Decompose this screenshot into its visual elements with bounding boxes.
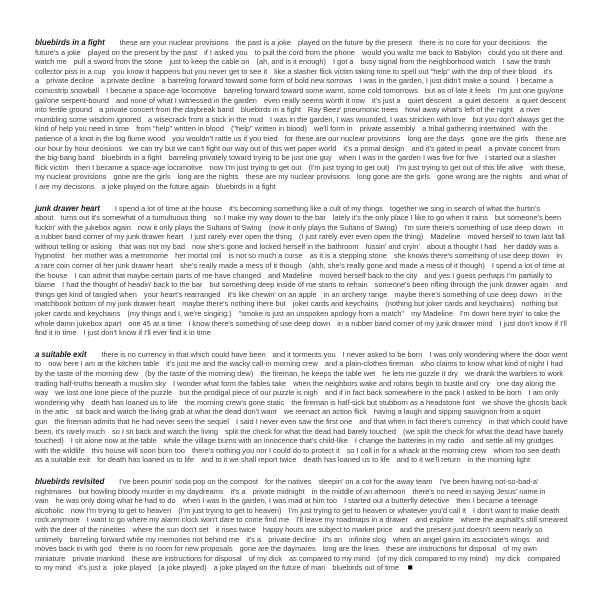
lyric-phrase: it rises twice <box>215 524 256 534</box>
lyric-phrase: death has loaned us to life <box>91 397 178 407</box>
lyric-phrase: and none of what I witnessed in the garden <box>115 95 257 105</box>
lyric-phrase: gone are the daymares <box>239 544 316 554</box>
lyric-phrase: in that which could have been, it's rarely much <box>35 416 568 436</box>
lyric-phrase: lately it's the only place I like to go when it rains <box>332 213 488 223</box>
lyric-phrase: these are your nuclear provisions <box>119 38 229 47</box>
lyric-phrase: a private concert from the daybreak band <box>99 105 234 115</box>
lyric-phrase: and to it we'll return <box>396 455 461 465</box>
lyric-phrase: your heart's rearranged <box>143 289 221 299</box>
lyric-phrase: I said I never even saw the first one <box>236 416 353 426</box>
lyric-phrase: busy signal from the neighborhood watch <box>360 57 496 67</box>
lyric-phrase: I change the batteries in my radio <box>354 436 465 446</box>
lyric-phrase: the fireman, he keeps the table wet <box>260 369 376 378</box>
lyric-phrase: I got a <box>333 57 354 67</box>
lyric-phrase: I've been having not-so-bad-a' nightmares <box>35 476 539 496</box>
lyric-phrase: I'm just trying to get out of this life alive <box>396 162 524 172</box>
lyric-phrase: (a joke played) <box>158 563 207 573</box>
lyric-phrase: as compared to my mind <box>289 553 370 563</box>
lyric-phrase: when I was in the garden, I was mad at him too <box>182 496 338 506</box>
lyric-phrase: a private decline <box>100 76 155 86</box>
lyric-phrase: I just rarely ever open the thing <box>190 232 292 242</box>
lyric-phrase: quiet descent <box>407 95 452 105</box>
lyric-phrase: (now it only plays the Sultans of Swing) <box>268 222 398 232</box>
lyric-phrase: and if in fact back somewhere in the pack I asked to be born <box>324 388 522 398</box>
lyric-phrase: these are instructions for disposal <box>386 544 497 554</box>
lyric-phrase: when I was in the garden I was five for five <box>338 153 478 163</box>
lyric-phrase: these are my nuclear provisions <box>245 172 350 182</box>
lyric-phrase: I saw the trash collector piss in a cup <box>35 57 551 76</box>
lyric-phrase: in a rubber band corner of my junk drawer heart <box>35 222 564 242</box>
lyric-phrase: barreling forward toward some warm, some cold tomorrows <box>223 85 418 95</box>
lyric-phrase: gone are the girls <box>471 133 529 143</box>
lyric-phrase: I never asked to be born <box>342 349 423 359</box>
lyric-phrase: ("help" written in blood) <box>230 124 307 134</box>
lyric-phrase: these are instructions for disposal <box>131 553 242 563</box>
lyric-phrase: and explore <box>415 515 454 525</box>
lyric-phrase: in the middle of an afternoon <box>311 486 406 496</box>
lyric-phrase: now she's gone and locked herself in the bathroom <box>192 241 359 251</box>
lyric-phrase: while the village burns with an innocence that's child-like <box>163 436 348 446</box>
lyric-phrase: moved herself to town last fall without telling or asking <box>35 232 565 251</box>
lyric-phrase: happy hours are subject to market price <box>262 524 393 534</box>
lyric-phrase: Madeline <box>430 232 461 242</box>
lyric-phrase: with the patience of a knot in the log flume wood <box>35 124 548 143</box>
lyric-phrase: private decline <box>268 534 316 544</box>
lyric-phrase: (nothing but joker cards and keychains) <box>385 299 515 309</box>
lyric-phrase: it's an <box>322 534 342 544</box>
lyric-phrase: played on the present by the past <box>87 47 198 57</box>
lyric-phrase: and moves back in with god <box>35 534 549 554</box>
lyric-section <box>35 477 568 573</box>
lyric-phrase: split the check for what the dead had barely touched <box>225 426 396 436</box>
lyric-phrase: I want to go where my alarm clock won't dare to come find me <box>86 515 290 525</box>
lyric-phrase: nothing but joker cards and keychains <box>35 299 558 319</box>
lyric-phrase: but howling bloody murder in my daydreams <box>78 486 224 496</box>
lyric-phrase: gone wrong are the nights <box>436 172 523 182</box>
lyric-phrase: private midnight <box>252 486 305 496</box>
lyric-phrase: a quiet descent <box>458 95 509 105</box>
lyric-phrase: where the sun don't set <box>132 524 209 534</box>
lyric-phrase: but the prodigal piece of our puzzle is nigh <box>179 388 318 398</box>
lyric-phrase: about a thought I had <box>426 241 497 251</box>
lyric-phrase: we can try but we can't fight our way out of this wet paper world <box>129 143 337 153</box>
lyric-phrase: it's becoming something like a cult of my things <box>229 203 383 213</box>
lyric-phrase: whom too see death as a suitable exit <box>35 445 560 465</box>
section-title: junk drawer heart <box>35 203 100 213</box>
lyric-phrase: but someone's been fuckin' with the jukebox again <box>35 213 562 232</box>
lyric-phrase: you know it happens but you never get to see it <box>112 66 268 76</box>
lyric-phrase: as it is a stepping stone <box>309 251 387 261</box>
lyric-phrase: I spend a lot of time at the house <box>35 261 565 280</box>
lyric-phrase: I spend a lot of time at the house <box>114 203 223 213</box>
lyric-phrase: barreling forward while my memories riot behind me <box>69 534 240 544</box>
lyric-phrase: so I call in for a whack at the morning crew <box>346 445 487 455</box>
lyric-phrase: like a slasher flick victim taking time to spell out "help" with the drip of their blood <box>274 66 537 76</box>
lyric-phrase: with these, my nuclear provisions <box>35 162 566 182</box>
lyric-phrase: in the morning light <box>467 455 531 465</box>
lyric-phrase: I became a space-age locomotive <box>106 85 217 95</box>
lyric-phrase: long are the days <box>407 133 465 143</box>
lyric-phrase: of my own miniature <box>35 544 537 563</box>
lyric-phrase: a joke played on the future of man <box>213 563 326 573</box>
section-title: bluebirds revisited <box>35 476 105 486</box>
lyric-phrase: it's a primal design <box>343 143 405 153</box>
lyric-phrase: but something deep inside of me starts to refrain <box>209 280 368 290</box>
lyric-phrase: is not so much a curse <box>228 251 303 261</box>
lyric-phrase: I had the thought of headin' back to the bar <box>62 280 203 290</box>
lyric-phrase: I just don't know if I'll ever find it in time <box>83 328 211 338</box>
lyric-phrase: there is no room for new proposals <box>118 544 233 554</box>
lyric-phrase: now here I am at the kitchen table <box>48 359 160 369</box>
lyric-phrase: (I'm just trying to get to heaven) <box>178 505 282 515</box>
lyric-phrase: I became a comicstrip snowball <box>35 76 554 95</box>
lyric-phrase: sit back and watch the living grab at what the dead don't want <box>75 407 277 417</box>
lyric-phrase: long are the nights <box>177 172 239 182</box>
lyric-phrase: we'll form in <box>313 124 353 134</box>
lyric-phrase: the past is a joke <box>235 38 291 47</box>
lyric-phrase: "smoke is just an unspoken apology from a match" <box>238 309 405 319</box>
lyric-phrase: for death has loaned us to life <box>97 455 195 465</box>
lyric-phrase: my dick <box>495 553 521 563</box>
lyric-phrase: maybe there's nothing there but <box>182 299 286 309</box>
lyric-phrase: (my things and I, we're singing:) <box>127 309 232 319</box>
lyric-phrase: private assembly <box>359 124 416 134</box>
lyric-phrase: my Madeline <box>411 309 453 319</box>
lyric-phrase: in a rubber band corner of my junk drawer mind <box>337 318 493 328</box>
lyric-section <box>35 38 568 192</box>
lyric-phrase: it's just me and the wacky call-in morning crew <box>166 359 318 369</box>
lyric-phrase: private decline <box>46 76 94 86</box>
lyric-phrase: (ahh, she's really gone and made a mess of it though) <box>308 261 485 271</box>
lyric-phrase: her daddy was a hypnotist <box>35 241 558 261</box>
lyric-phrase: a tribal gathering intertwined <box>422 124 516 134</box>
lyric-phrase: bluebirds in a fight <box>215 181 276 191</box>
lyric-phrase: now it only plays the Sultans of Swing <box>137 222 262 232</box>
lyric-phrase: and settle all my grudges with the wildlife <box>35 436 554 455</box>
lyric-phrase: bluebirds in a fight <box>240 105 301 115</box>
lyric-phrase: if I asked you <box>204 47 248 57</box>
lyric-phrase: and to it we shall report twice <box>201 455 297 465</box>
lyric-phrase: to pull the cord from the phone <box>254 47 355 57</box>
lyric-phrase: for these are our nuclear provisions <box>284 133 401 143</box>
lyric-phrase: just to keep the cable on <box>169 57 250 67</box>
lyric-phrase: and what of I are my decisions <box>35 172 568 191</box>
lyric-phrase: (we split the check for what the dead have barely touched) <box>35 426 564 446</box>
lyric-phrase: private mankind <box>72 553 125 563</box>
lyric-phrase: would you waltz me back to Babylon <box>361 47 482 57</box>
lyric-phrase: I don't want to make death rock anymore <box>35 505 560 525</box>
lyric-phrase: (by the taste of the morning dew) <box>145 369 254 378</box>
lyric-phrase: I'm just one guy/one gal/one serpent-bound <box>35 85 564 105</box>
lyric-phrase: I started out a slasher flick victim <box>35 153 557 172</box>
lyric-phrase: we reenact an action flick <box>283 407 367 417</box>
lyric-phrase: I'm just trying to get to heaven or whatever you'd call it <box>288 505 466 515</box>
lyric-phrase: it's like chewin' on an apple <box>227 289 317 299</box>
lyric-phrase: it's a <box>246 534 262 544</box>
lyric-phrase: of my dick <box>248 553 282 563</box>
lyric-phrase: a barreling forward toward some form of bold new sorrows <box>161 76 353 86</box>
lyric-phrase: bluebirds in a fight <box>101 153 162 163</box>
lyric-phrase: her mother was a metronome <box>71 251 169 261</box>
lyric-phrase: that was not my bad <box>118 241 185 251</box>
lyric-phrase: in an archery range <box>323 289 388 299</box>
lyric-phrase: she knows there's something of use deep down <box>393 251 550 261</box>
lyric-phrase: one day along the way <box>35 378 556 398</box>
lyric-phrase: I'm down here tryin' to take the whole damn jukebox apart <box>35 309 561 328</box>
section-paragraph <box>35 477 568 572</box>
lyric-phrase: and it's gated in pearl <box>411 143 482 153</box>
lyric-phrase: I started out a butterfly detective <box>344 496 450 506</box>
lyric-phrase: and a plain-clothes fireman <box>324 359 414 369</box>
lyric-phrase: I sit alone now at the table <box>70 436 157 446</box>
lyric-phrase: where the asphalt's still smeared with the deer of the nineties <box>35 515 568 534</box>
lyric-phrase: and yes I guess perhaps I'm partially to blame <box>35 270 553 290</box>
lyric-phrase: even really seems worth it now <box>263 95 365 105</box>
section-paragraph <box>35 204 568 338</box>
lyric-phrase: in a rare coin corner of her junk drawer heart <box>35 251 563 271</box>
lyric-phrase: barreling privately toward trying to be just one guy <box>168 153 332 163</box>
lyric-phrase: one 45 at a time <box>128 318 182 328</box>
lyric-phrase: the fireman admits that he had never seen the sequel <box>54 416 229 426</box>
lyric-phrase: but as of late it feels <box>424 85 491 95</box>
lyric-phrase: bluebirds out of time <box>332 563 399 573</box>
lyric-phrase: he lets me guzzle it dry <box>382 369 458 378</box>
lyric-phrase: it's just a <box>372 95 401 105</box>
lyric-phrase: who claims to know what kind of night I had by the taste of the morning dew <box>35 359 563 378</box>
lyric-phrase: then I became a teenage alcoholic <box>35 496 539 515</box>
lyric-phrase: I was only wondering where the door went to <box>35 349 568 369</box>
lyric-phrase: joker cards and keychains <box>292 299 379 309</box>
lyric-phrase: a quiet descent into fertile ground <box>35 95 566 115</box>
lyric-phrase: and that when in fact there's currency <box>359 416 482 426</box>
lyric-phrase: pull a sword from the stone <box>73 57 163 67</box>
lyric-phrase: a wisecrack from a stick in the mud <box>148 114 264 124</box>
lyric-phrase: you wouldn't rattle us if you tried <box>172 133 278 143</box>
lyric-phrase: and the present just doesn't seem nearly so untimely <box>35 524 543 544</box>
lyric-phrase: her mortal coil <box>175 251 222 261</box>
lyric-phrase: I was in the garden, I just didn't make a sound <box>359 76 510 86</box>
lyric-phrase: Ray Beez' pneumonic trees <box>307 105 399 115</box>
lyric-phrase: I'll leave my roadmaps in a drawer <box>296 515 408 525</box>
lyric-phrase: from "help" written in blood <box>136 124 224 134</box>
lyric-phrase: it's a <box>230 486 246 496</box>
lyric-phrase: there is no currency in that which could have been <box>101 349 266 359</box>
lyric-phrase: we shove the ghosts back in the attic <box>35 397 567 417</box>
lyric-section <box>35 204 568 338</box>
lyric-phrase: could you sit there and watch me <box>35 47 563 67</box>
lyric-phrase: I know there's something of use deep down <box>188 318 331 328</box>
lyric-phrase: (of my dick compared to my mind) <box>376 553 489 563</box>
lyric-phrase: compared to my mind <box>35 553 561 573</box>
lyric-phrase: it's just a <box>78 563 107 573</box>
lyric-phrase: together we sing in search of what the hurtin's about <box>35 203 541 223</box>
lyric-phrase: a private concert from the big-bang band <box>35 143 560 163</box>
lyric-phrase: fussin' and cryin' <box>365 241 420 251</box>
lyric-phrase: so I sit back and watch the living <box>112 426 219 436</box>
section-title: a suitable exit <box>35 349 87 359</box>
lyric-phrase: (I just rarely ever even open the thing) <box>298 232 424 242</box>
lyric-phrase: gone are the girls <box>113 172 171 182</box>
lyric-phrase: and it torments you <box>272 349 336 359</box>
lyric-phrase: but you don't always get the kind of help you need in time <box>35 114 564 134</box>
lyric-phrase: someone's been rifling through the junk drawer again <box>374 280 549 290</box>
lyric-phrase: now I'm trying to get to heaven <box>70 505 172 515</box>
lyric-section <box>35 350 568 465</box>
lyric-phrase: having a laugh and sipping sauvignon from a squirt gun <box>35 407 541 426</box>
lyric-phrase: we drank the warblers to work trading half-truths beneath a muslim sky <box>35 369 564 388</box>
lyric-phrase: moved herself back to the city <box>319 270 418 280</box>
lyric-phrase: a joke played on the future again <box>101 181 209 191</box>
lyric-phrase: I was in the garden, I was wounded, I was stricken with love <box>270 114 466 124</box>
lyric-phrase: when an angel gains its associate's wings <box>392 534 530 544</box>
lyric-phrase: I wonder what form the fables take <box>173 378 287 388</box>
lyric-phrase: she's really made a mess of it though <box>180 261 302 271</box>
lyric-phrase: for the natives <box>264 476 312 486</box>
lyric-phrase: infinite slog <box>348 534 386 544</box>
lyric-phrase: (ah, and is it enough) <box>256 57 326 67</box>
lyric-phrase: it's a <box>35 66 553 86</box>
lyric-phrase: I can admit that maybe certain parts of me have changed <box>74 270 261 280</box>
lyric-phrase: and things get kind of tangled when <box>35 280 568 299</box>
end-square-mark: ■ <box>407 562 413 573</box>
lyric-phrase: and Madeline <box>268 270 313 280</box>
lyric-phrase: joke played <box>113 563 152 573</box>
lyric-phrase: there's no need in saying Jesus' name in vain <box>35 486 546 506</box>
lyric-phrase: maybe there's something of use deep down <box>394 289 538 299</box>
lyric-phrase: played on the future by the present <box>297 38 413 47</box>
section-title: bluebirds in a fight <box>35 38 105 47</box>
lyric-phrase: I just don't know if I'll find it in time <box>35 318 567 338</box>
lyric-phrase: death has loaned us to life <box>303 455 390 465</box>
lyric-phrase: (I'm just trying to get out) <box>308 162 390 172</box>
lyric-phrase: we lost one lone piece of the puzzle <box>55 388 173 398</box>
section-paragraph <box>35 350 568 465</box>
lyric-phrase: the morning crew's gone static <box>184 397 285 407</box>
lyric-phrase: in the matchbook bottom of my junk drawer heart <box>35 289 563 309</box>
lyric-phrase: there is no cure for your decisions <box>419 38 531 47</box>
lyric-phrase: a river mumbling some wisdom ignored <box>35 105 541 124</box>
lyric-phrase: long gone are the girls <box>356 172 430 182</box>
lyric-phrase: I've been pourin' soda pop on the compost <box>119 476 258 486</box>
lyric-phrase: the fireman is half-sick but stubborn as a headstone font <box>291 397 475 407</box>
lyric-phrase: so I make my way down to the bar <box>213 213 326 223</box>
lyric-phrase: there's nothing you nor I could do to protect it <box>192 445 340 455</box>
lyric-phrase: this house will soon burn too <box>91 445 185 455</box>
section-paragraph <box>35 38 568 191</box>
lyric-phrase: I'm sure there's something of use deep down <box>404 222 551 232</box>
lyric-phrase: howl away what's left of the night <box>405 105 513 115</box>
lyric-phrase: turns out it's somewhat of a tumultuous thing <box>60 213 207 223</box>
lyric-phrase: long are the lines <box>322 544 379 554</box>
lyric-phrase: now I'm just trying to get out <box>209 162 302 172</box>
lyric-phrase: the future's a joke <box>35 38 548 57</box>
lyric-phrase: he was only doing what he had to do <box>55 496 176 506</box>
lyric-phrase: sleepin' on a cot for the away team <box>318 476 433 486</box>
lyric-phrase: then I became a space-age locomotive <box>75 162 203 172</box>
lyric-phrase: I am only wondering why <box>35 388 559 407</box>
lyric-phrase: these are our hour by hour decisions <box>35 133 567 153</box>
lyric-phrase: when the neighbors wake and robins begin to bustle and cry <box>293 378 490 388</box>
